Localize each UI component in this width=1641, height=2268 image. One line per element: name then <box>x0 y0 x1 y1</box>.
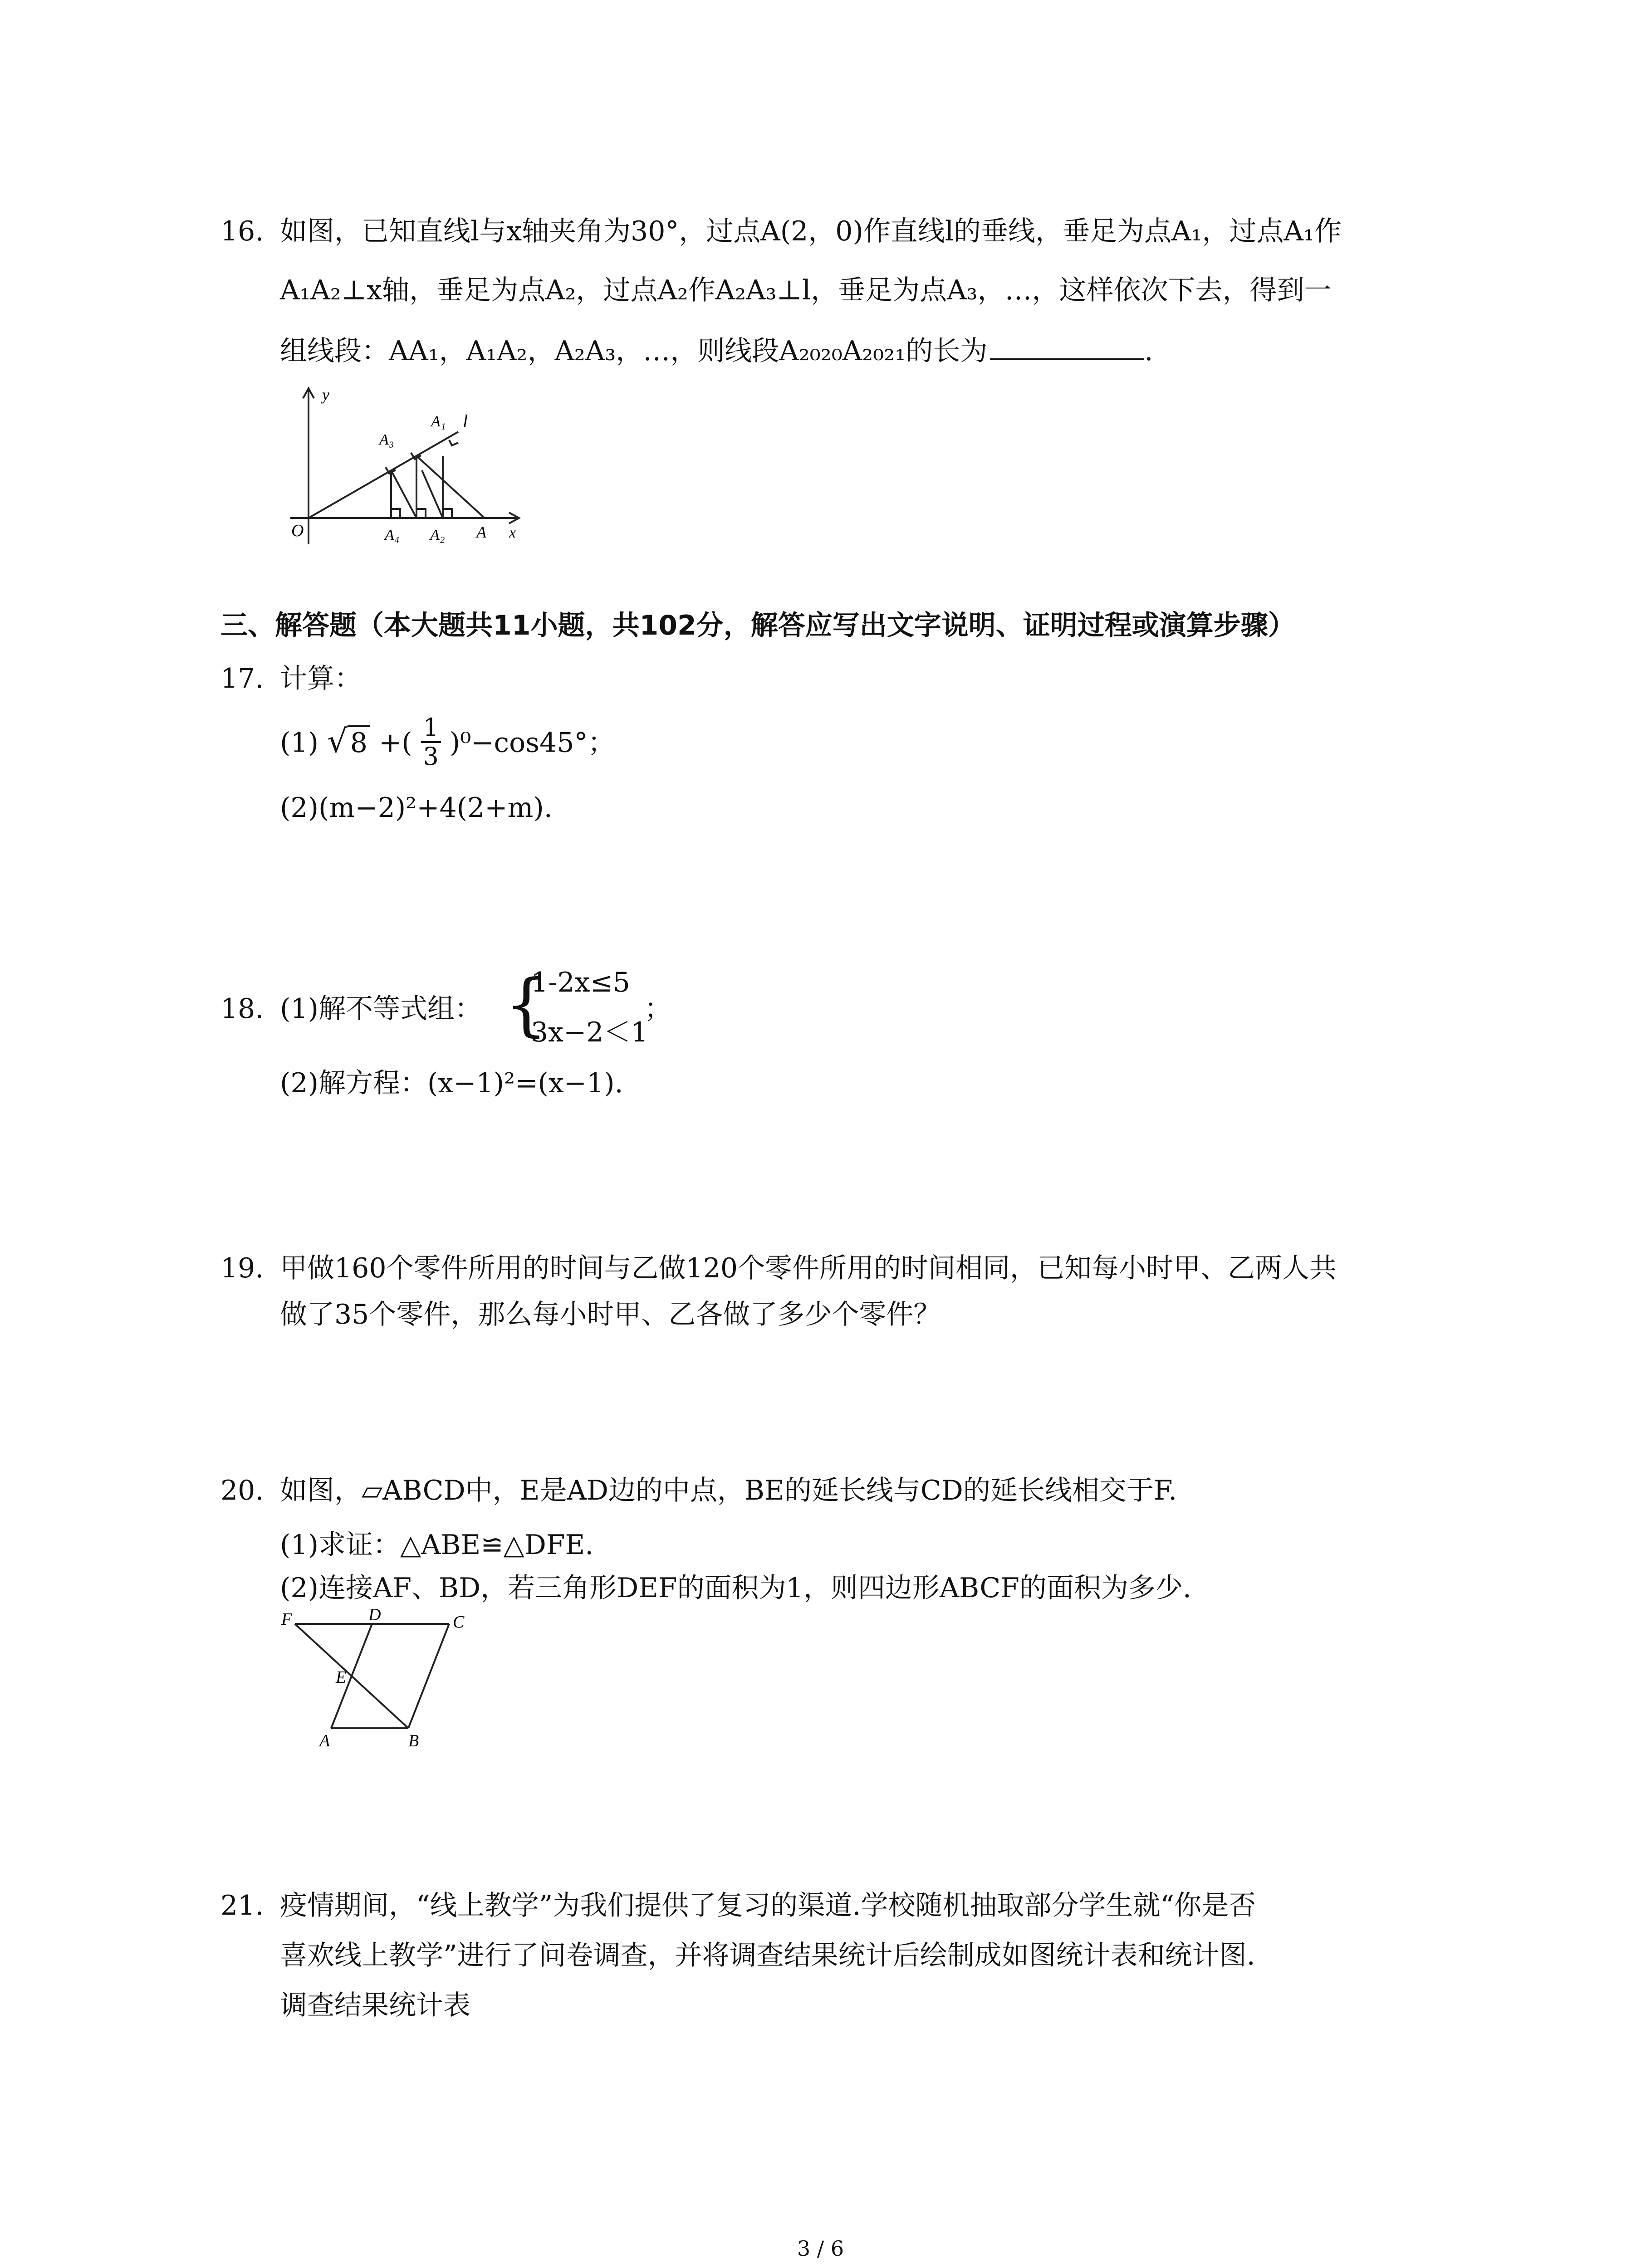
part-label: (1) <box>280 727 318 759</box>
equation-part: (2)解方程：(x−1)²=(x−1). <box>280 1067 623 1099</box>
question-text: 如图，▱ABCD中，E是AD边的中点，BE的延长线与CD的延长线相交于F. <box>280 1475 1177 1506</box>
question-number: 16. <box>220 215 264 247</box>
question-text: A₁A₂⊥x轴，垂足为点A₂，过点A₂作A₂A₃⊥l，垂足为点A₃，…，这样依次下去，得到一 <box>280 274 1332 306</box>
expression-part: +( <box>378 727 412 759</box>
question-text: 疫情期间，“线上教学”为我们提供了复习的渠道.学校随机抽取部分学生就“你是否 <box>280 1890 1256 1921</box>
label-E: E <box>336 1668 347 1687</box>
question-text: 计算： <box>280 663 362 694</box>
figure-line-perpendiculars <box>272 376 544 549</box>
segment-CB <box>408 1624 449 1728</box>
question-text-part: 组线段：AA₁，A₁A₂，A₂A₃，…，则线段A₂₀₂₀A₂₀₂₁的长为 <box>280 335 988 367</box>
question-text: 做了35个零件，那么每小时甲、乙各做了多少个零件？ <box>280 1299 941 1330</box>
sub-question: (1)求证：△ABE≌△DFE. <box>280 1529 594 1561</box>
question-text: (1)解不等式组： <box>280 993 482 1025</box>
system-brace: { <box>505 965 548 1044</box>
section-heading: 三、解答题（本大题共11小题，共102分，解答应写出文字说明、证明过程或演算步骤） <box>220 610 1295 641</box>
question-text: 如图，已知直线l与x轴夹角为30°，过点A(2，0)作直线l的垂线，垂足为点A₁，过点A₁作 <box>280 215 1342 247</box>
calc-part-2: (2)(m−2)²+4(2+m). <box>280 792 553 824</box>
question-number: 19. <box>220 1252 264 1284</box>
radicand: 8 <box>348 725 370 759</box>
label-l: l <box>463 411 468 431</box>
label-B: B <box>408 1731 419 1750</box>
figure-parallelogram <box>272 1606 481 1751</box>
question-number: 18. <box>220 993 264 1025</box>
label-C: C <box>453 1613 465 1632</box>
label-F: F <box>281 1610 292 1629</box>
label-A1: A₁ <box>431 413 446 430</box>
label-O: O <box>291 521 304 540</box>
calc-part-1 <box>280 713 615 771</box>
expression-part: )⁰−cos45°； <box>449 727 615 759</box>
question-number: 17. <box>220 663 264 694</box>
fraction-numerator: 1 <box>423 713 439 742</box>
system-end: ； <box>644 993 671 1025</box>
sub-question: (2)连接AF、BD，若三角形DEF的面积为1，则四边形ABCF的面积为多少. <box>280 1572 1192 1604</box>
page-number: 3 / 6 <box>797 2236 844 2261</box>
label-A4: A₄ <box>385 527 400 543</box>
question-text <box>280 333 1153 367</box>
fraction-denominator: 3 <box>423 742 439 771</box>
answer-blank[interactable] <box>990 333 1144 360</box>
table-caption: 调查结果统计表 <box>280 1989 470 2021</box>
label-y: y <box>322 386 329 404</box>
question-number: 21. <box>220 1890 264 1921</box>
segment-FB <box>295 1624 408 1728</box>
label-A3: A₃ <box>379 431 394 448</box>
inequality-2: 3x−2＜1 <box>531 1017 648 1048</box>
label-x: x <box>509 524 516 541</box>
question-text: 喜欢线上教学”进行了问卷调查，并将调查结果统计后绘制成如图统计表和统计图. <box>280 1940 1255 1971</box>
segment-A2A3 <box>391 470 416 518</box>
fraction <box>421 714 441 770</box>
question-number: 20. <box>220 1475 264 1506</box>
question-text-part: . <box>1144 335 1153 367</box>
label-A: A <box>319 1731 330 1750</box>
question-text: 甲做160个零件所用的时间与乙做120个零件所用的时间相同，已知每小时甲、乙两人共 <box>280 1252 1337 1284</box>
label-D: D <box>368 1606 381 1624</box>
radical: √ 8 <box>327 725 370 759</box>
inequality-1: 1-2x≤5 <box>531 967 630 998</box>
label-A2: A₂ <box>430 527 445 543</box>
label-A: A <box>476 523 486 541</box>
